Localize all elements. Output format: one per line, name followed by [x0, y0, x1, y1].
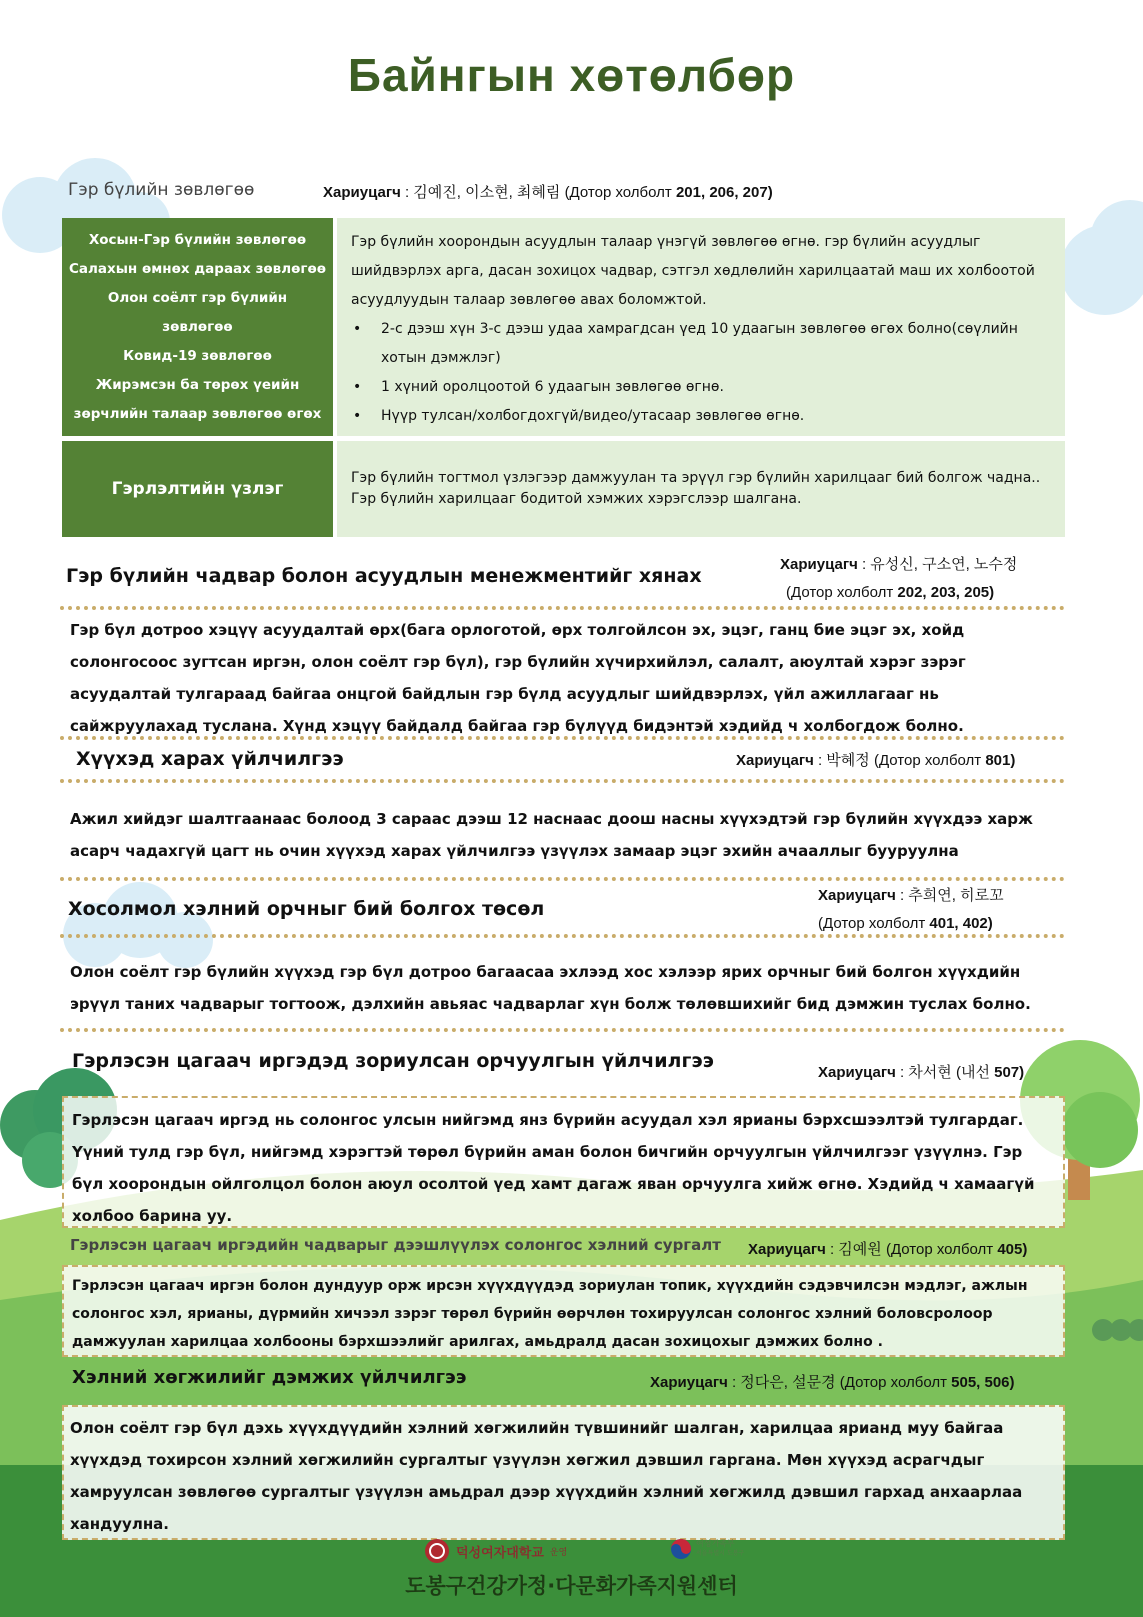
marriage-check-line: Гэр бүлийн тогтмол үзлэгээр дамжуулан та эрүүл гэр бүлийн харилцааг бий болгож чадна.. [351, 470, 1041, 486]
translation-heading: Гэрлэсэн цагаач иргэдэд зориулсан орчуулгын үйлчилгээ [72, 1050, 714, 1072]
service-item: Ковид-19 зөвлөгөө [123, 347, 272, 364]
university-seal-icon [424, 1538, 450, 1564]
service-item: зөвлөгөө [162, 318, 233, 335]
marriage-check-line: Гэр бүлийн харилцааг бодитой хэмжих хэрэгслээр шалгана. [351, 491, 802, 507]
marriage-check-label: Гэрлэлтийн үзлэг [62, 441, 333, 537]
language-dev-body: Олон соёлт гэр бүл дэхь хүүхдүүдийн хэлний хөгжилийн түвшинийг шалган, харилцаа ярианд муу байгаа хүүхдэд тохирсон хэлний хөгжилийн сургалтыг үзүүлэн хөгжил дэвшил гаргана. Мөн хүүхэд асрагчдыг хамруулсан зөвлөгөө сургалтыг үзүүлэн амьдрал дээр хүүхдийн хэлний хөгжилд дэвшил гархад анхаарлаа хандуулна. [70, 1419, 1023, 1533]
family-counseling-box [62, 218, 1065, 436]
university-logo [424, 1538, 567, 1564]
bilingual-manager: Хариуцагч : 추희연, 히로꼬 (Дотор холболт 401, 402) [818, 887, 1004, 932]
taegeuk-icon [670, 1538, 692, 1560]
capability-body: Гэр бүл дотроо хэцүү асуудалтай өрх(бага орлоготой, өрх толгойлсон эх, эцэг, ганц бие эцэг эх, хойд солонгосоос зугтсан иргэн, олон соёлт гэр бүл), гэр бүлийн хүчирхийлэл, салалт, аюултай хэрэг зэрэг асуудалтай тулгараад байгаа онцгой байдлын гэр бүлд асуудлыг шийдвэрлэх, үйл ажиллагааг нь сайжруулахад туслана. Хүнд хэцүү байдалд байгаа гэр бүлүүд бидэнтэй хэдийд ч холбогдож болно. [70, 621, 966, 735]
family-counseling-manager: Хариуцагч : 김예진, 이소현, 최혜림 (Дотор холболт 201, 206, 207) [323, 184, 773, 201]
translation-body: Гэрлэсэн цагаач иргэд нь солонгос улсын нийгэмд янз бүрийн асуудал хэл ярианы бэрхсшээлтэй тулгардаг. Үүний тулд гэр бүл, нийгэмд хэрэгтэй төрөл бүрийн аман болон бичгийн орчуулгын үйлчилгээг үзүүлнэ. Гэр бүл хоорондын ойлголцол болон аюул осолтой үед хамт дагаж яван орчуулга хийж өгнө. Хэдийд ч хамаагүй холбоо барина уу. [72, 1111, 1035, 1225]
language-dev-manager: Хариуцагч : 정다은, 설문경 (Дотор холболт 505, 506) [650, 1374, 1015, 1391]
korean-class-manager: Хариуцагч : 김예원 (Дотор холболт 405) [748, 1241, 1028, 1258]
service-item: зөрчлийн талаар зөвлөгөө өгөх [73, 405, 322, 422]
ministry-logo [670, 1538, 744, 1560]
divider [60, 877, 1065, 881]
family-counseling-bullet: • Нүүр тулсан/холбогдохгүй/видео/утасаар зөвлөгөө өгнө. [351, 402, 1051, 431]
capability-heading: Гэр бүлийн чадвар болон асуудлын менежментийг хянах [66, 565, 702, 587]
divider [60, 606, 1065, 610]
divider [60, 1028, 1065, 1032]
service-item: Олон соёлт гэр бүлийн [107, 289, 288, 306]
marriage-check-box [62, 441, 1065, 537]
service-item: Хосын-Гэр бүлийн зөвлөгөө [88, 231, 307, 248]
divider [60, 934, 1065, 938]
family-counseling-bullet: • 2-с дээш хүн 3-с дээш удаа хамрагдсан үед 10 удаагын зөвлөгөө өгөх болно(сөүлийн хотын дэмжлэг) [351, 315, 1051, 373]
center-name: 도봉구건강가정·다문화가족지원센터 [405, 1574, 738, 1598]
childcare-body: Ажил хийдэг шалтгаанаас болоод 3 сараас дээш 12 наснаас доош насны хүүхэдтэй гэр бүлийн хүүхдээ харж асарч чадахгүй цагт нь очин хүүхэд харах үйлчилгээ үзүүлэх замаар эцэг эхийн ачааллыг бууруулна [70, 810, 1033, 860]
korean-class-body: Гэрлэсэн цагаач иргэн болон дундуур орж ирсэн хүүхдүүдэд зориулан топик, хүүхдийн сэдэвчилсэн мэдлэг, ажлын солонгос хэл, ярианы, дүрмийн хичээл зэрэг төрөл бүрийн өөрчлөн тохируулсан солонгос хэлний боловсролоор дамжуулан харилцаа холбооны бэрхшээлийг арилгах, амьдралд дасан зохицохыг дэмжих болно . [72, 1278, 1028, 1350]
operated-label: 운영 [549, 1547, 568, 1558]
childcare-manager: Хариуцагч : 박혜정 (Дотор холболт 801) [736, 752, 1016, 769]
service-item: Жирэмсэн ба төрөх үеийн [95, 376, 300, 393]
university-name: 덕성여자대학교 [456, 1545, 544, 1561]
capability-manager: Хариуцагч : 유성신, 구소연, 노수정 (Дотор холболт 202, 203, 205) [780, 556, 1018, 601]
language-dev-heading: Хэлний хөгжилийг дэмжих үйлчилгээ [72, 1367, 467, 1388]
ministry-name: 여성가족부 [696, 1539, 735, 1548]
korean-class-heading: Гэрлэсэн цагаач иргэдийн чадварыг дээшлүүлэх солонгос хэлний сургалт [70, 1236, 721, 1254]
translation-manager: Хариуцагч : 차서현 (내선 507) [818, 1064, 1025, 1081]
bilingual-heading: Хосолмол хэлний орчныг бий болгох төсөл [68, 898, 545, 920]
page-title: Байнгын хөтөлбөр [347, 49, 796, 101]
family-counseling-services [62, 218, 333, 436]
marriage-check-description [337, 441, 1065, 537]
bilingual-body: Олон соёлт гэр бүлийн хүүхэд гэр бүл дотроо багаасаа эхлээд хос хэлээр ярих орчныг бий болгон хүүхдийн эрүүл таних чадварыг тогтоож, дэлхийн авьяас чадварлаг хүн болж төлөвшихийг бид дэмжин туслах болно. [70, 963, 1031, 1013]
ministry-sub: 서울특별시 도봉구 [696, 1550, 745, 1557]
service-item: Салахын өмнөх дараах зөвлөгөө [68, 260, 326, 277]
family-counseling-label: Гэр бүлийн зөвлөгөө [68, 180, 255, 200]
family-counseling-description [337, 218, 1065, 436]
family-counseling-intro: Гэр бүлийн хоорондын асуудлын талаар үнэгүй зөвлөгөө өгнө. гэр бүлийн асуудлыг шийдвэрлэх арга, дасан зохицох чадвар, сэтгэл хөдлөлийн харилцаатай маш их холбоотой асуудлуудын талаар зөвлөгөө авах боломжтой. [351, 234, 1035, 308]
family-counseling-bullet: • 1 хүний оролцоотой 6 удаагын зөвлөгөө өгнө. [351, 373, 1051, 402]
divider [60, 779, 1065, 783]
divider [60, 736, 1065, 740]
childcare-heading: Хүүхэд харах үйлчилгээ [76, 748, 344, 770]
